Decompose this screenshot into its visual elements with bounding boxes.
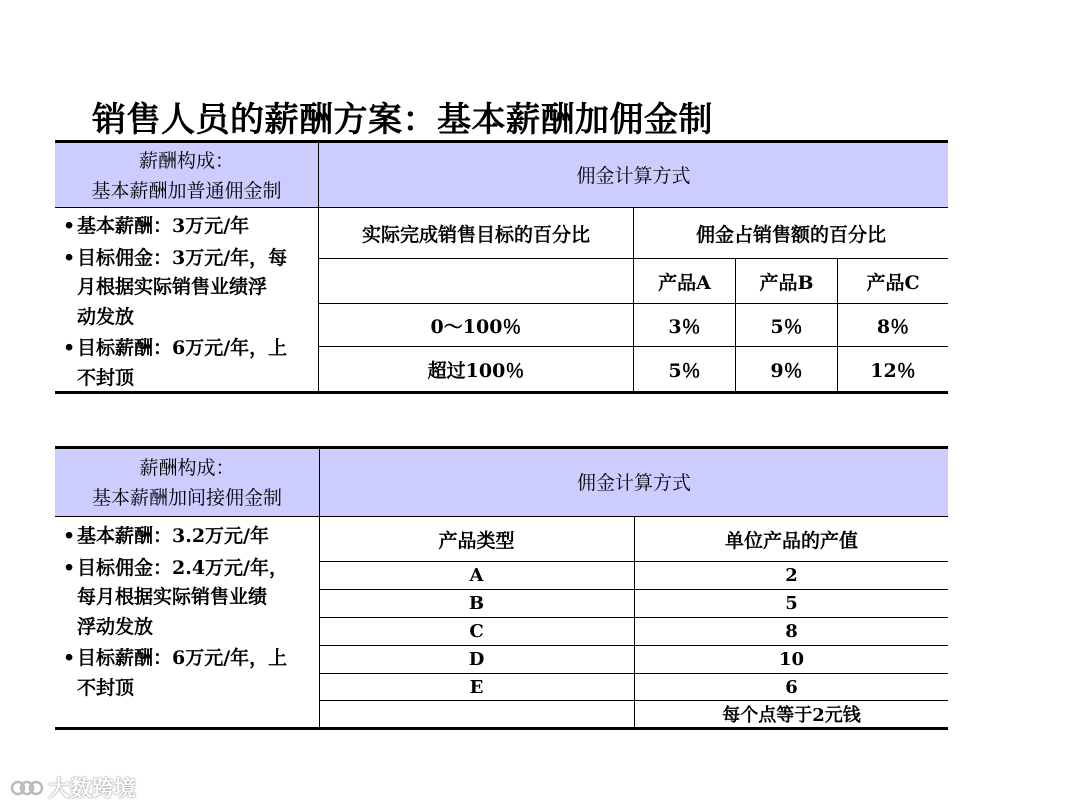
watermark — [10, 772, 136, 803]
bullet-target-pay: • 目标薪酬：6万元/年，上 不封顶 — [63, 334, 313, 393]
product-type-cell: E — [469, 676, 484, 698]
table1-bullets — [63, 212, 313, 393]
col-a-header: 产品类型 — [438, 529, 515, 552]
header-left-line1: 薪酬构成： — [139, 456, 235, 479]
commission-table-1 — [55, 140, 948, 394]
product-a-header: 产品A — [658, 271, 711, 294]
col-b-header: 单位产品的产值 — [724, 529, 858, 552]
header-left-line1: 薪酬构成： — [138, 149, 234, 172]
rate-cell: 3％ — [668, 315, 701, 338]
product-value-cell: 6 — [785, 676, 798, 698]
product-type-cell: B — [468, 593, 485, 614]
bullet-target-commission: • 目标佣金：2.4万元/年， 每月根据实际销售业绩 浮动发放 — [63, 554, 313, 643]
rate-cell: 5％ — [668, 359, 701, 382]
table-bottom-rule — [55, 391, 948, 394]
watermark-text: 大数跨境 — [48, 777, 137, 802]
table2-bullets — [63, 522, 313, 703]
product-type-cell: C — [469, 621, 484, 642]
commission-table-2 — [55, 446, 948, 730]
header-left-line2: 基本薪酬加间接佣金制 — [91, 486, 282, 509]
rate-cell: 5％ — [770, 315, 803, 338]
table2-header-left — [55, 449, 319, 516]
product-value-cell: 5 — [785, 593, 798, 614]
table1-header-left — [55, 143, 318, 208]
product-c-header: 产品C — [866, 271, 920, 294]
page-title: 销售人员的薪酬方案：基本薪酬加佣金制 — [92, 100, 713, 140]
table2-header-right: 佣金计算方式 — [320, 449, 948, 516]
range-cell: 超过100％ — [427, 359, 525, 382]
product-value-cell: 8 — [785, 621, 798, 642]
rate-cell: 9％ — [770, 359, 803, 382]
header-left-line2: 基本薪酬加普通佣金制 — [91, 179, 282, 202]
table-bottom-rule — [55, 727, 948, 730]
col-a-header: 实际完成销售目标的百分比 — [361, 223, 590, 246]
product-value-cell: 2 — [785, 565, 798, 586]
product-type-cell: D — [468, 649, 485, 670]
rate-cell: 8％ — [876, 315, 910, 338]
col-b-header: 佣金占销售额的百分比 — [695, 223, 886, 246]
table1-header-right: 佣金计算方式 — [319, 143, 948, 208]
bullet-base-salary: • 基本薪酬：3万元/年 — [63, 212, 313, 242]
bullet-target-pay: • 目标薪酬：6万元/年，上 不封顶 — [63, 644, 313, 703]
bullet-target-commission: • 目标佣金：3万元/年，每 月根据实际销售业绩浮 动发放 — [63, 244, 313, 333]
rate-cell: 12％ — [870, 359, 916, 382]
range-cell: 0～100％ — [430, 315, 522, 338]
product-type-cell: A — [469, 565, 484, 586]
bullet-base-salary: • 基本薪酬：3.2万元/年 — [63, 522, 313, 552]
product-value-cell: 10 — [778, 649, 805, 670]
product-b-header: 产品B — [759, 271, 814, 294]
footnote-cell: 每个点等于2元钱 — [722, 705, 861, 726]
watermark-logo-icon — [10, 777, 44, 799]
